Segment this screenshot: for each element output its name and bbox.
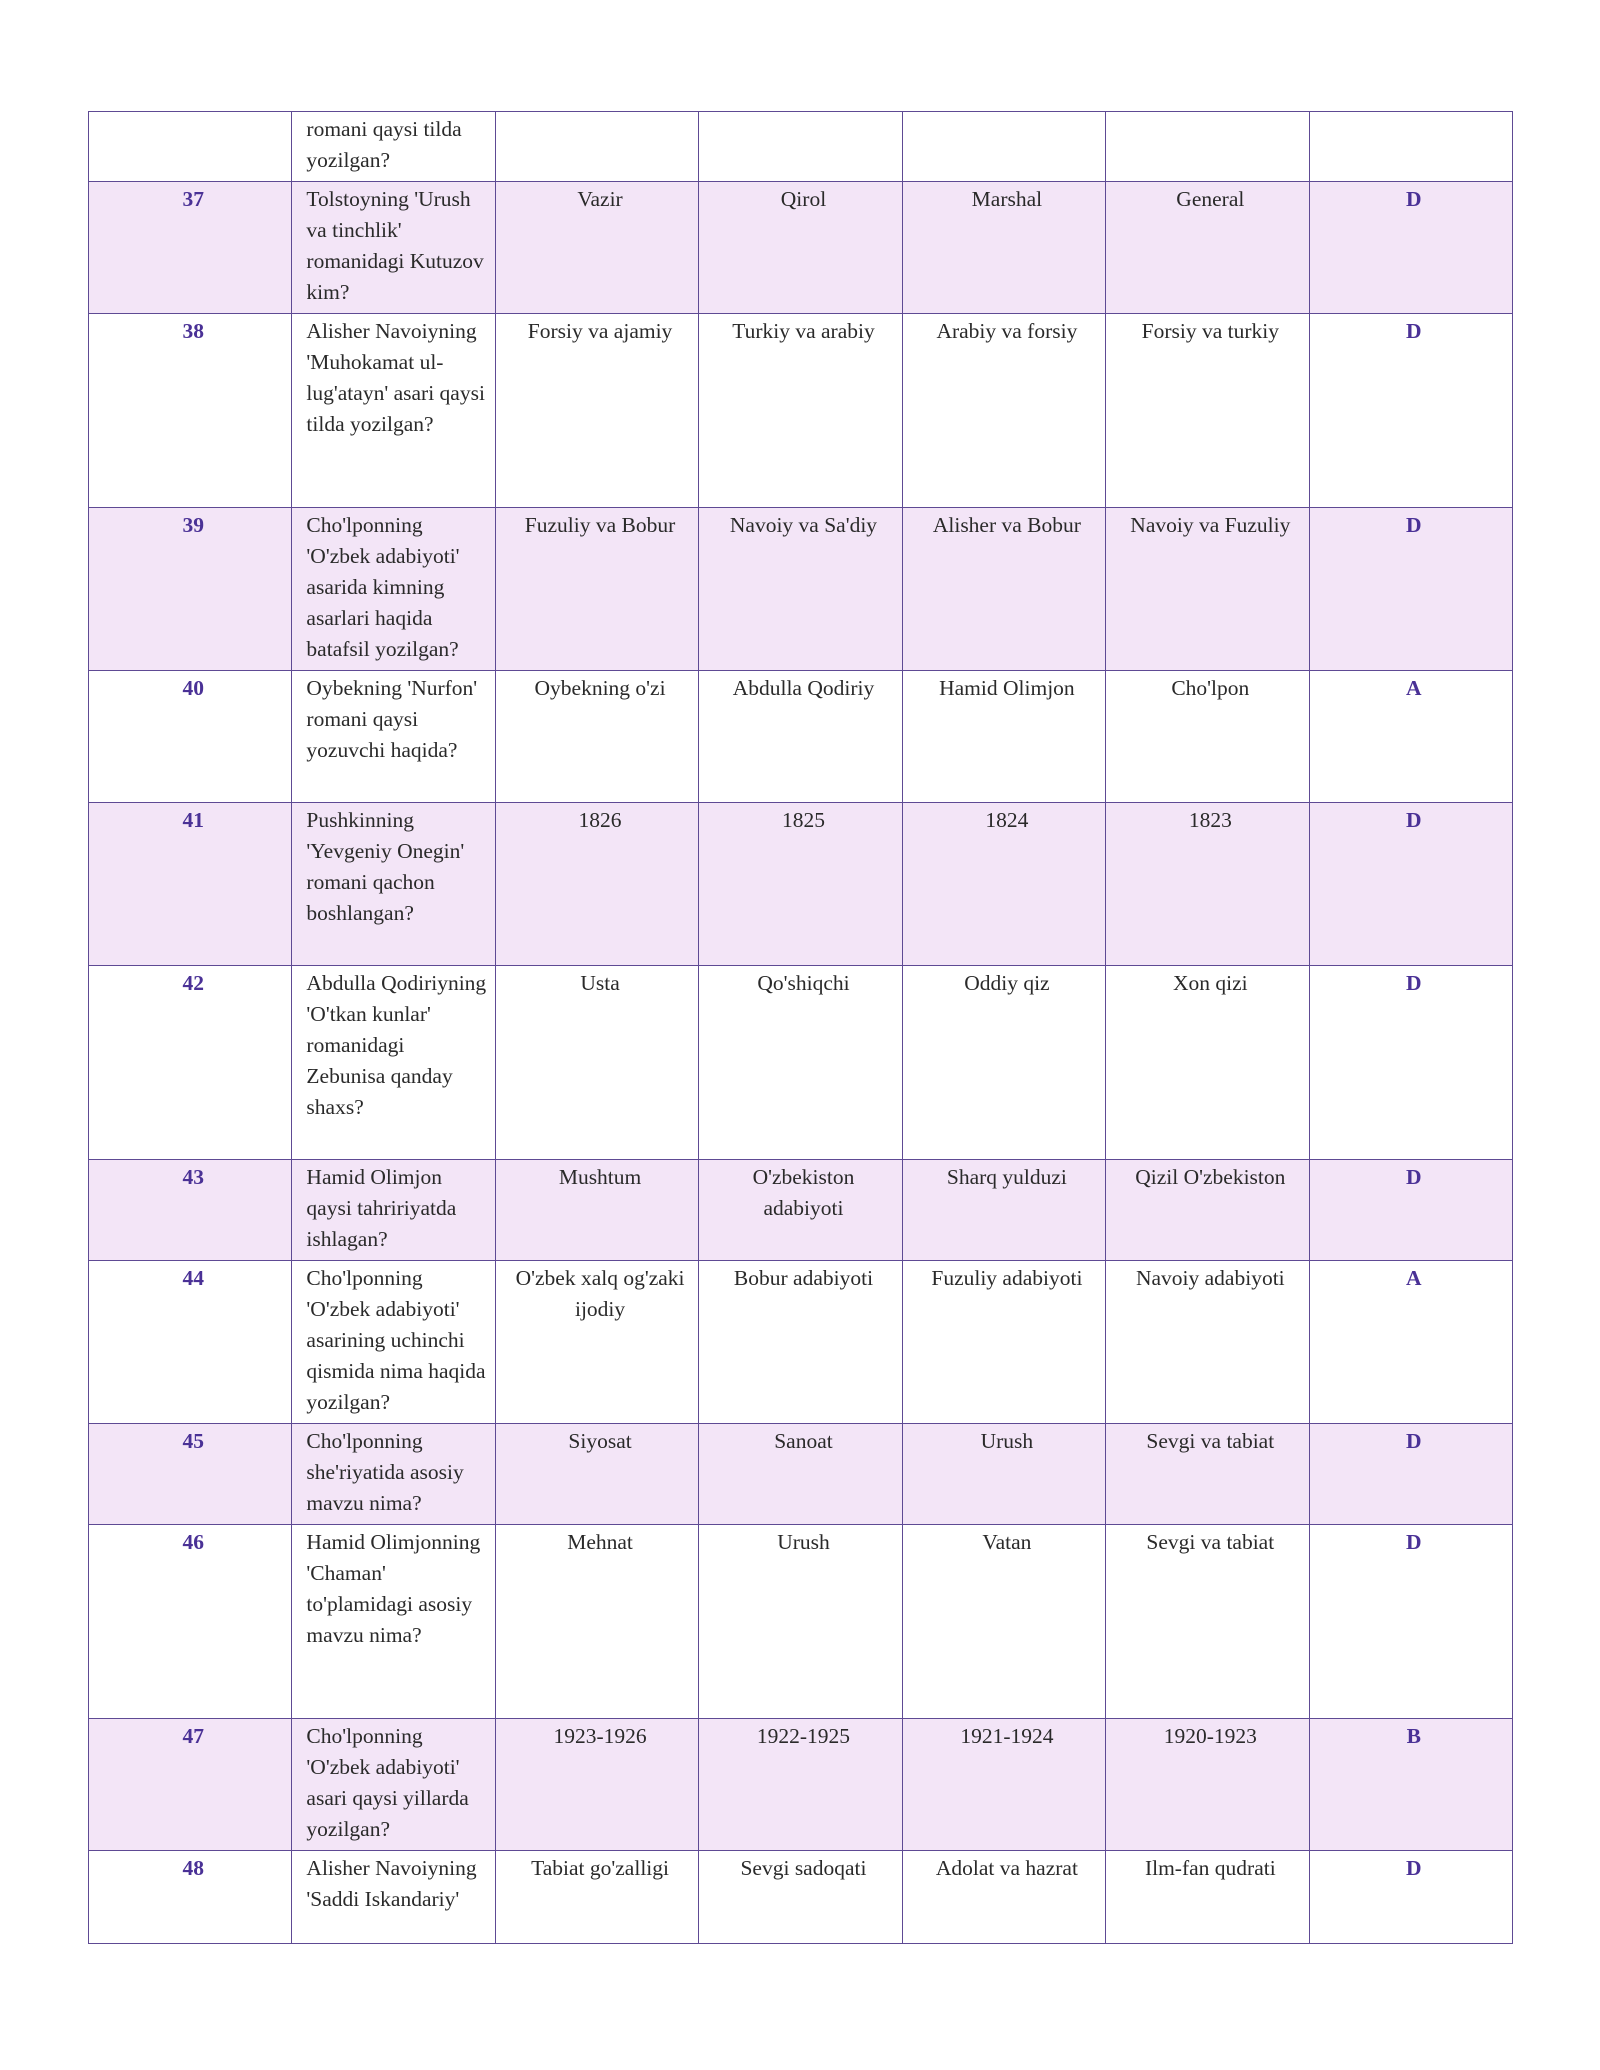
correct-answer: D	[1309, 1851, 1512, 1944]
option-b: Qirol	[699, 182, 902, 314]
question-number: 46	[89, 1525, 292, 1719]
question-number: 40	[89, 671, 292, 803]
option-d: Ilm-fan qudrati	[1106, 1851, 1309, 1944]
option-d: 1920-1923	[1106, 1719, 1309, 1851]
option-b: Sevgi sadoqati	[699, 1851, 902, 1944]
question-text: Alisher Navoiyning 'Muhokamat ul-lug'atayn' asari qaysi tilda yozilgan?	[292, 314, 495, 508]
table-row	[89, 671, 1513, 803]
option-a: Siyosat	[495, 1424, 698, 1525]
option-b: Abdulla Qodiriy	[699, 671, 902, 803]
question-text: Alisher Navoiyning 'Saddi Iskandariy'	[292, 1851, 495, 1944]
table-row	[89, 112, 1513, 182]
correct-answer: D	[1309, 1424, 1512, 1525]
option-a: Oybekning o'zi	[495, 671, 698, 803]
option-b: 1825	[699, 803, 902, 966]
table-row	[89, 1525, 1513, 1719]
option-b: 1922-1925	[699, 1719, 902, 1851]
option-a: Mushtum	[495, 1160, 698, 1261]
correct-answer: D	[1309, 966, 1512, 1160]
question-text: Tolstoyning 'Urush va tinchlik' romanidagi Kutuzov kim?	[292, 182, 495, 314]
option-d: Sevgi va tabiat	[1106, 1525, 1309, 1719]
question-text: Pushkinning 'Yevgeniy Onegin' romani qachon boshlangan?	[292, 803, 495, 966]
option-b: Turkiy va arabiy	[699, 314, 902, 508]
question-text: Cho'lponning she'riyatida asosiy mavzu nima?	[292, 1424, 495, 1525]
question-number	[89, 112, 292, 182]
option-c	[902, 112, 1105, 182]
option-c: Arabiy va forsiy	[902, 314, 1105, 508]
option-b	[699, 112, 902, 182]
option-d: General	[1106, 182, 1309, 314]
option-a	[495, 112, 698, 182]
option-c: 1921-1924	[902, 1719, 1105, 1851]
correct-answer: A	[1309, 671, 1512, 803]
question-text: Cho'lponning 'O'zbek adabiyoti' asarining uchinchi qismida nima haqida yozilgan?	[292, 1261, 495, 1424]
option-a: 1923-1926	[495, 1719, 698, 1851]
correct-answer: A	[1309, 1261, 1512, 1424]
table-row	[89, 1719, 1513, 1851]
table-row	[89, 508, 1513, 671]
question-number: 45	[89, 1424, 292, 1525]
option-d: Cho'lpon	[1106, 671, 1309, 803]
option-b: Qo'shiqchi	[699, 966, 902, 1160]
option-a: Usta	[495, 966, 698, 1160]
correct-answer: D	[1309, 1160, 1512, 1261]
quiz-table	[88, 111, 1513, 1944]
option-a: Vazir	[495, 182, 698, 314]
option-d: Navoiy va Fuzuliy	[1106, 508, 1309, 671]
option-d: Qizil O'zbekiston	[1106, 1160, 1309, 1261]
table-row	[89, 966, 1513, 1160]
question-text: Abdulla Qodiriyning 'O'tkan kunlar' romanidagi Zebunisa qanday shaxs?	[292, 966, 495, 1160]
question-number: 39	[89, 508, 292, 671]
correct-answer: D	[1309, 1525, 1512, 1719]
option-d: 1823	[1106, 803, 1309, 966]
option-a: Fuzuliy va Bobur	[495, 508, 698, 671]
table-row	[89, 1261, 1513, 1424]
question-number: 38	[89, 314, 292, 508]
option-c: Oddiy qiz	[902, 966, 1105, 1160]
correct-answer: D	[1309, 803, 1512, 966]
correct-answer	[1309, 112, 1512, 182]
option-a: Tabiat go'zalligi	[495, 1851, 698, 1944]
option-c: Hamid Olimjon	[902, 671, 1105, 803]
option-c: 1824	[902, 803, 1105, 966]
table-row	[89, 314, 1513, 508]
table-row	[89, 182, 1513, 314]
question-number: 48	[89, 1851, 292, 1944]
option-c: Alisher va Bobur	[902, 508, 1105, 671]
question-number: 47	[89, 1719, 292, 1851]
table-row	[89, 803, 1513, 966]
option-c: Sharq yulduzi	[902, 1160, 1105, 1261]
option-b: Urush	[699, 1525, 902, 1719]
option-a: O'zbek xalq og'zaki ijodiy	[495, 1261, 698, 1424]
table-row	[89, 1424, 1513, 1525]
question-number: 44	[89, 1261, 292, 1424]
correct-answer: D	[1309, 182, 1512, 314]
option-d	[1106, 112, 1309, 182]
question-text: romani qaysi tilda yozilgan?	[292, 112, 495, 182]
question-number: 37	[89, 182, 292, 314]
correct-answer: D	[1309, 314, 1512, 508]
option-d: Navoiy adabiyoti	[1106, 1261, 1309, 1424]
question-text: Cho'lponning 'O'zbek adabiyoti' asarida kimning asarlari haqida batafsil yozilgan?	[292, 508, 495, 671]
option-b: Sanoat	[699, 1424, 902, 1525]
question-text: Hamid Olimjon qaysi tahririyatda ishlagan?	[292, 1160, 495, 1261]
option-b: Navoiy va Sa'diy	[699, 508, 902, 671]
question-text: Hamid Olimjonning 'Chaman' to'plamidagi asosiy mavzu nima?	[292, 1525, 495, 1719]
option-c: Urush	[902, 1424, 1105, 1525]
option-b: Bobur adabiyoti	[699, 1261, 902, 1424]
question-number: 41	[89, 803, 292, 966]
option-d: Forsiy va turkiy	[1106, 314, 1309, 508]
option-c: Marshal	[902, 182, 1105, 314]
question-number: 42	[89, 966, 292, 1160]
option-d: Xon qizi	[1106, 966, 1309, 1160]
question-text: Oybekning 'Nurfon' romani qaysi yozuvchi haqida?	[292, 671, 495, 803]
option-c: Vatan	[902, 1525, 1105, 1719]
option-c: Adolat va hazrat	[902, 1851, 1105, 1944]
question-text: Cho'lponning 'O'zbek adabiyoti' asari qaysi yillarda yozilgan?	[292, 1719, 495, 1851]
option-a: Forsiy va ajamiy	[495, 314, 698, 508]
question-number: 43	[89, 1160, 292, 1261]
table-row	[89, 1160, 1513, 1261]
correct-answer: B	[1309, 1719, 1512, 1851]
option-d: Sevgi va tabiat	[1106, 1424, 1309, 1525]
option-a: Mehnat	[495, 1525, 698, 1719]
correct-answer: D	[1309, 508, 1512, 671]
option-a: 1826	[495, 803, 698, 966]
option-b: O'zbekiston adabiyoti	[699, 1160, 902, 1261]
option-c: Fuzuliy adabiyoti	[902, 1261, 1105, 1424]
table-row	[89, 1851, 1513, 1944]
